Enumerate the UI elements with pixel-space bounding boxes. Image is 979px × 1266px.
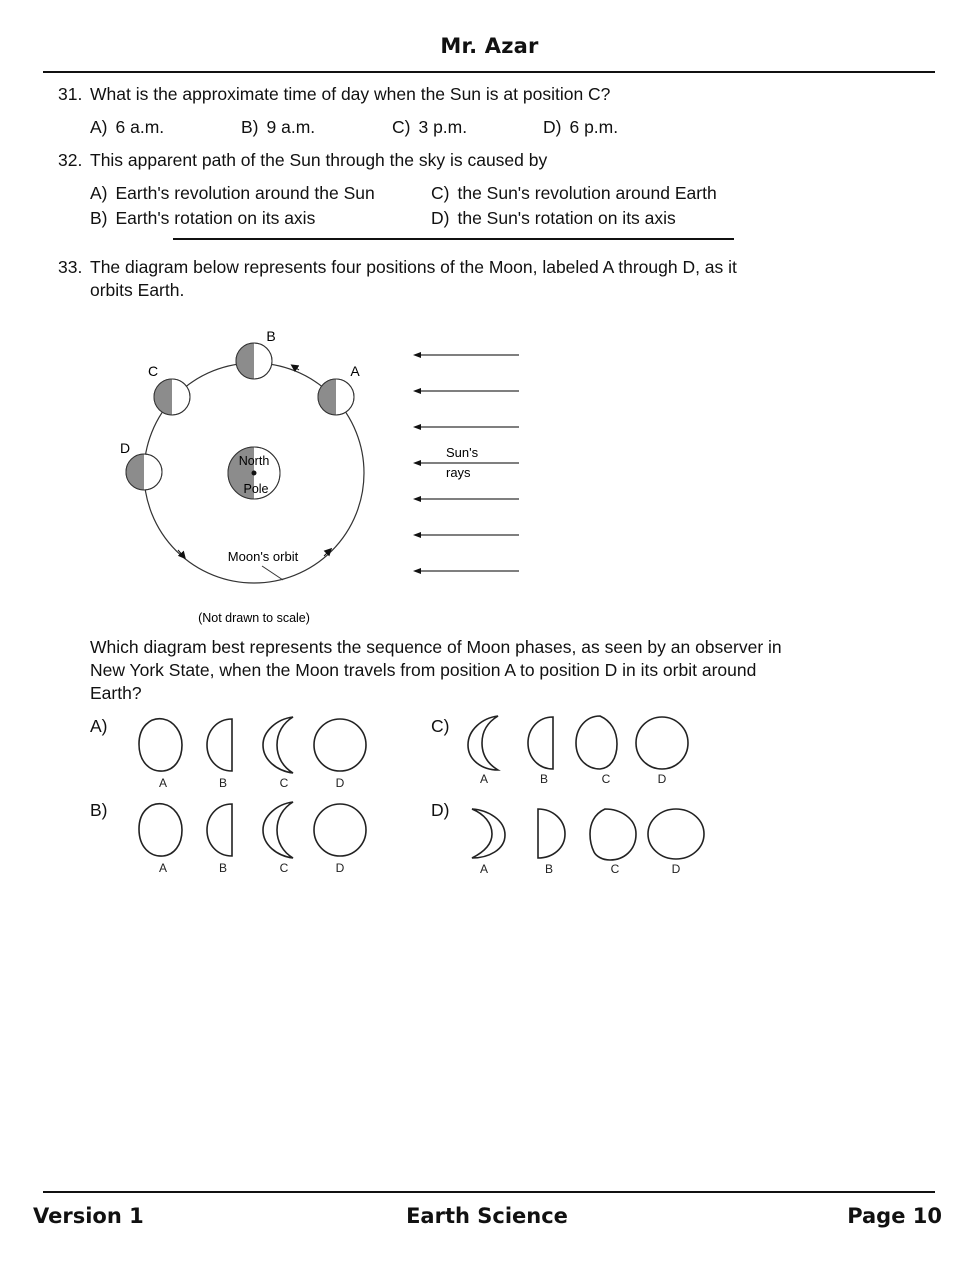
q33-option-a-phases[interactable]: [130, 712, 380, 794]
phase-crescent-icon: [263, 802, 293, 858]
moon-position-d: [120, 440, 162, 490]
q33-option-b-phases[interactable]: [130, 797, 380, 879]
question-33-prompt-line1: Which diagram best represents the sequence of Moon phases, as seen by an observer in: [90, 637, 782, 657]
q33-option-c-label[interactable]: C): [431, 716, 450, 736]
question-text: The diagram below represents four positions of the Moon, labeled A through D, as it: [90, 257, 737, 277]
svg-text:A: A: [158, 861, 168, 875]
question-number: 31.: [58, 84, 83, 104]
footer-rule: [43, 1191, 935, 1193]
svg-text:C: C: [610, 862, 620, 876]
question-32: [58, 149, 547, 172]
page-header-title: Mr. Azar: [440, 34, 539, 58]
moon-position-b: [236, 328, 276, 379]
svg-text:C: C: [279, 776, 289, 790]
svg-text:D: D: [657, 772, 667, 786]
phase-gibbous-icon: [590, 809, 636, 860]
phase-half-icon: [207, 804, 232, 856]
sun-rays: [413, 352, 519, 574]
svg-text:B: B: [539, 772, 549, 786]
svg-text:B: B: [544, 862, 554, 876]
phase-full-icon: [648, 809, 704, 859]
q32-option-c[interactable]: C) the Sun's revolution around Earth: [431, 183, 717, 203]
phase-gibbous-icon: [576, 716, 617, 769]
q31-option-a[interactable]: A) 6 a.m.: [90, 117, 165, 137]
q33-option-c-phases[interactable]: [460, 712, 700, 794]
q33-option-d-label[interactable]: D): [431, 800, 450, 820]
section-divider: [173, 238, 734, 240]
diagram-caption: (Not drawn to scale): [198, 611, 310, 625]
phase-full-icon: [314, 719, 366, 771]
svg-text:D: D: [335, 776, 345, 790]
phase-half-icon: [207, 719, 232, 771]
svg-text:C: C: [279, 861, 289, 875]
moon-position-c: [148, 363, 190, 415]
svg-text:C: C: [601, 772, 611, 786]
svg-text:A: A: [479, 772, 489, 786]
svg-text:D: D: [671, 862, 681, 876]
footer-subject: Earth Science: [406, 1204, 568, 1228]
orbit-arrow-icon: [293, 366, 299, 370]
sun-rays-label: Sun's: [446, 445, 479, 460]
svg-text:B: B: [218, 861, 228, 875]
q33-option-a-label[interactable]: A): [90, 716, 108, 736]
svg-text:B: B: [266, 328, 276, 344]
svg-text:North: North: [238, 454, 270, 468]
header-rule: [43, 71, 935, 73]
svg-text:C: C: [147, 363, 159, 379]
earth-north-pole: [228, 447, 280, 499]
svg-text:D: D: [119, 440, 131, 456]
phase-half-icon: [538, 809, 565, 858]
question-33-prompt-line2: New York State, when the Moon travels from position A to position D in its orbit around: [90, 660, 757, 680]
phase-gibbous-icon: [139, 719, 182, 771]
phase-full-icon: [636, 717, 688, 769]
q33-option-b-label[interactable]: B): [90, 800, 108, 820]
svg-text:B: B: [218, 776, 228, 790]
q31-option-b[interactable]: B) 9 a.m.: [241, 117, 316, 137]
phase-full-icon: [314, 804, 366, 856]
q32-option-d[interactable]: D) the Sun's rotation on its axis: [431, 208, 676, 228]
moon-orbit-diagram: [100, 320, 550, 630]
phase-half-icon: [528, 717, 553, 769]
phase-crescent-icon: [468, 716, 498, 770]
svg-text:rays: rays: [446, 465, 471, 480]
question-text: What is the approximate time of day when the Sun is at position C?: [90, 84, 611, 104]
svg-text:Pole: Pole: [243, 482, 269, 496]
question-number: 32.: [58, 150, 83, 170]
question-33-line2: orbits Earth.: [90, 280, 185, 300]
svg-text:A: A: [158, 776, 168, 790]
q31-option-d[interactable]: D) 6 p.m.: [543, 117, 619, 137]
orbit-label: Moon's orbit: [227, 549, 299, 564]
phase-gibbous-icon: [139, 804, 182, 856]
q31-option-c[interactable]: C) 3 p.m.: [392, 117, 468, 137]
question-number: 33.: [58, 257, 83, 277]
q33-option-d-phases[interactable]: [460, 800, 720, 882]
footer-page-number: Page 10: [847, 1204, 942, 1228]
phase-crescent-icon: [472, 809, 505, 858]
svg-text:A: A: [350, 363, 360, 379]
q32-option-b[interactable]: B) Earth's rotation on its axis: [90, 208, 316, 228]
question-33-prompt-line3: Earth?: [90, 683, 142, 703]
footer-version: Version 1: [33, 1204, 144, 1228]
svg-text:D: D: [335, 861, 345, 875]
question-text: This apparent path of the Sun through the sky is caused by: [90, 150, 548, 170]
phase-crescent-icon: [263, 717, 293, 773]
moon-position-a: [318, 363, 360, 415]
q32-option-a[interactable]: A) Earth's revolution around the Sun: [90, 183, 375, 203]
question-31: [58, 83, 610, 106]
svg-text:A: A: [479, 862, 489, 876]
question-33: [58, 256, 737, 279]
